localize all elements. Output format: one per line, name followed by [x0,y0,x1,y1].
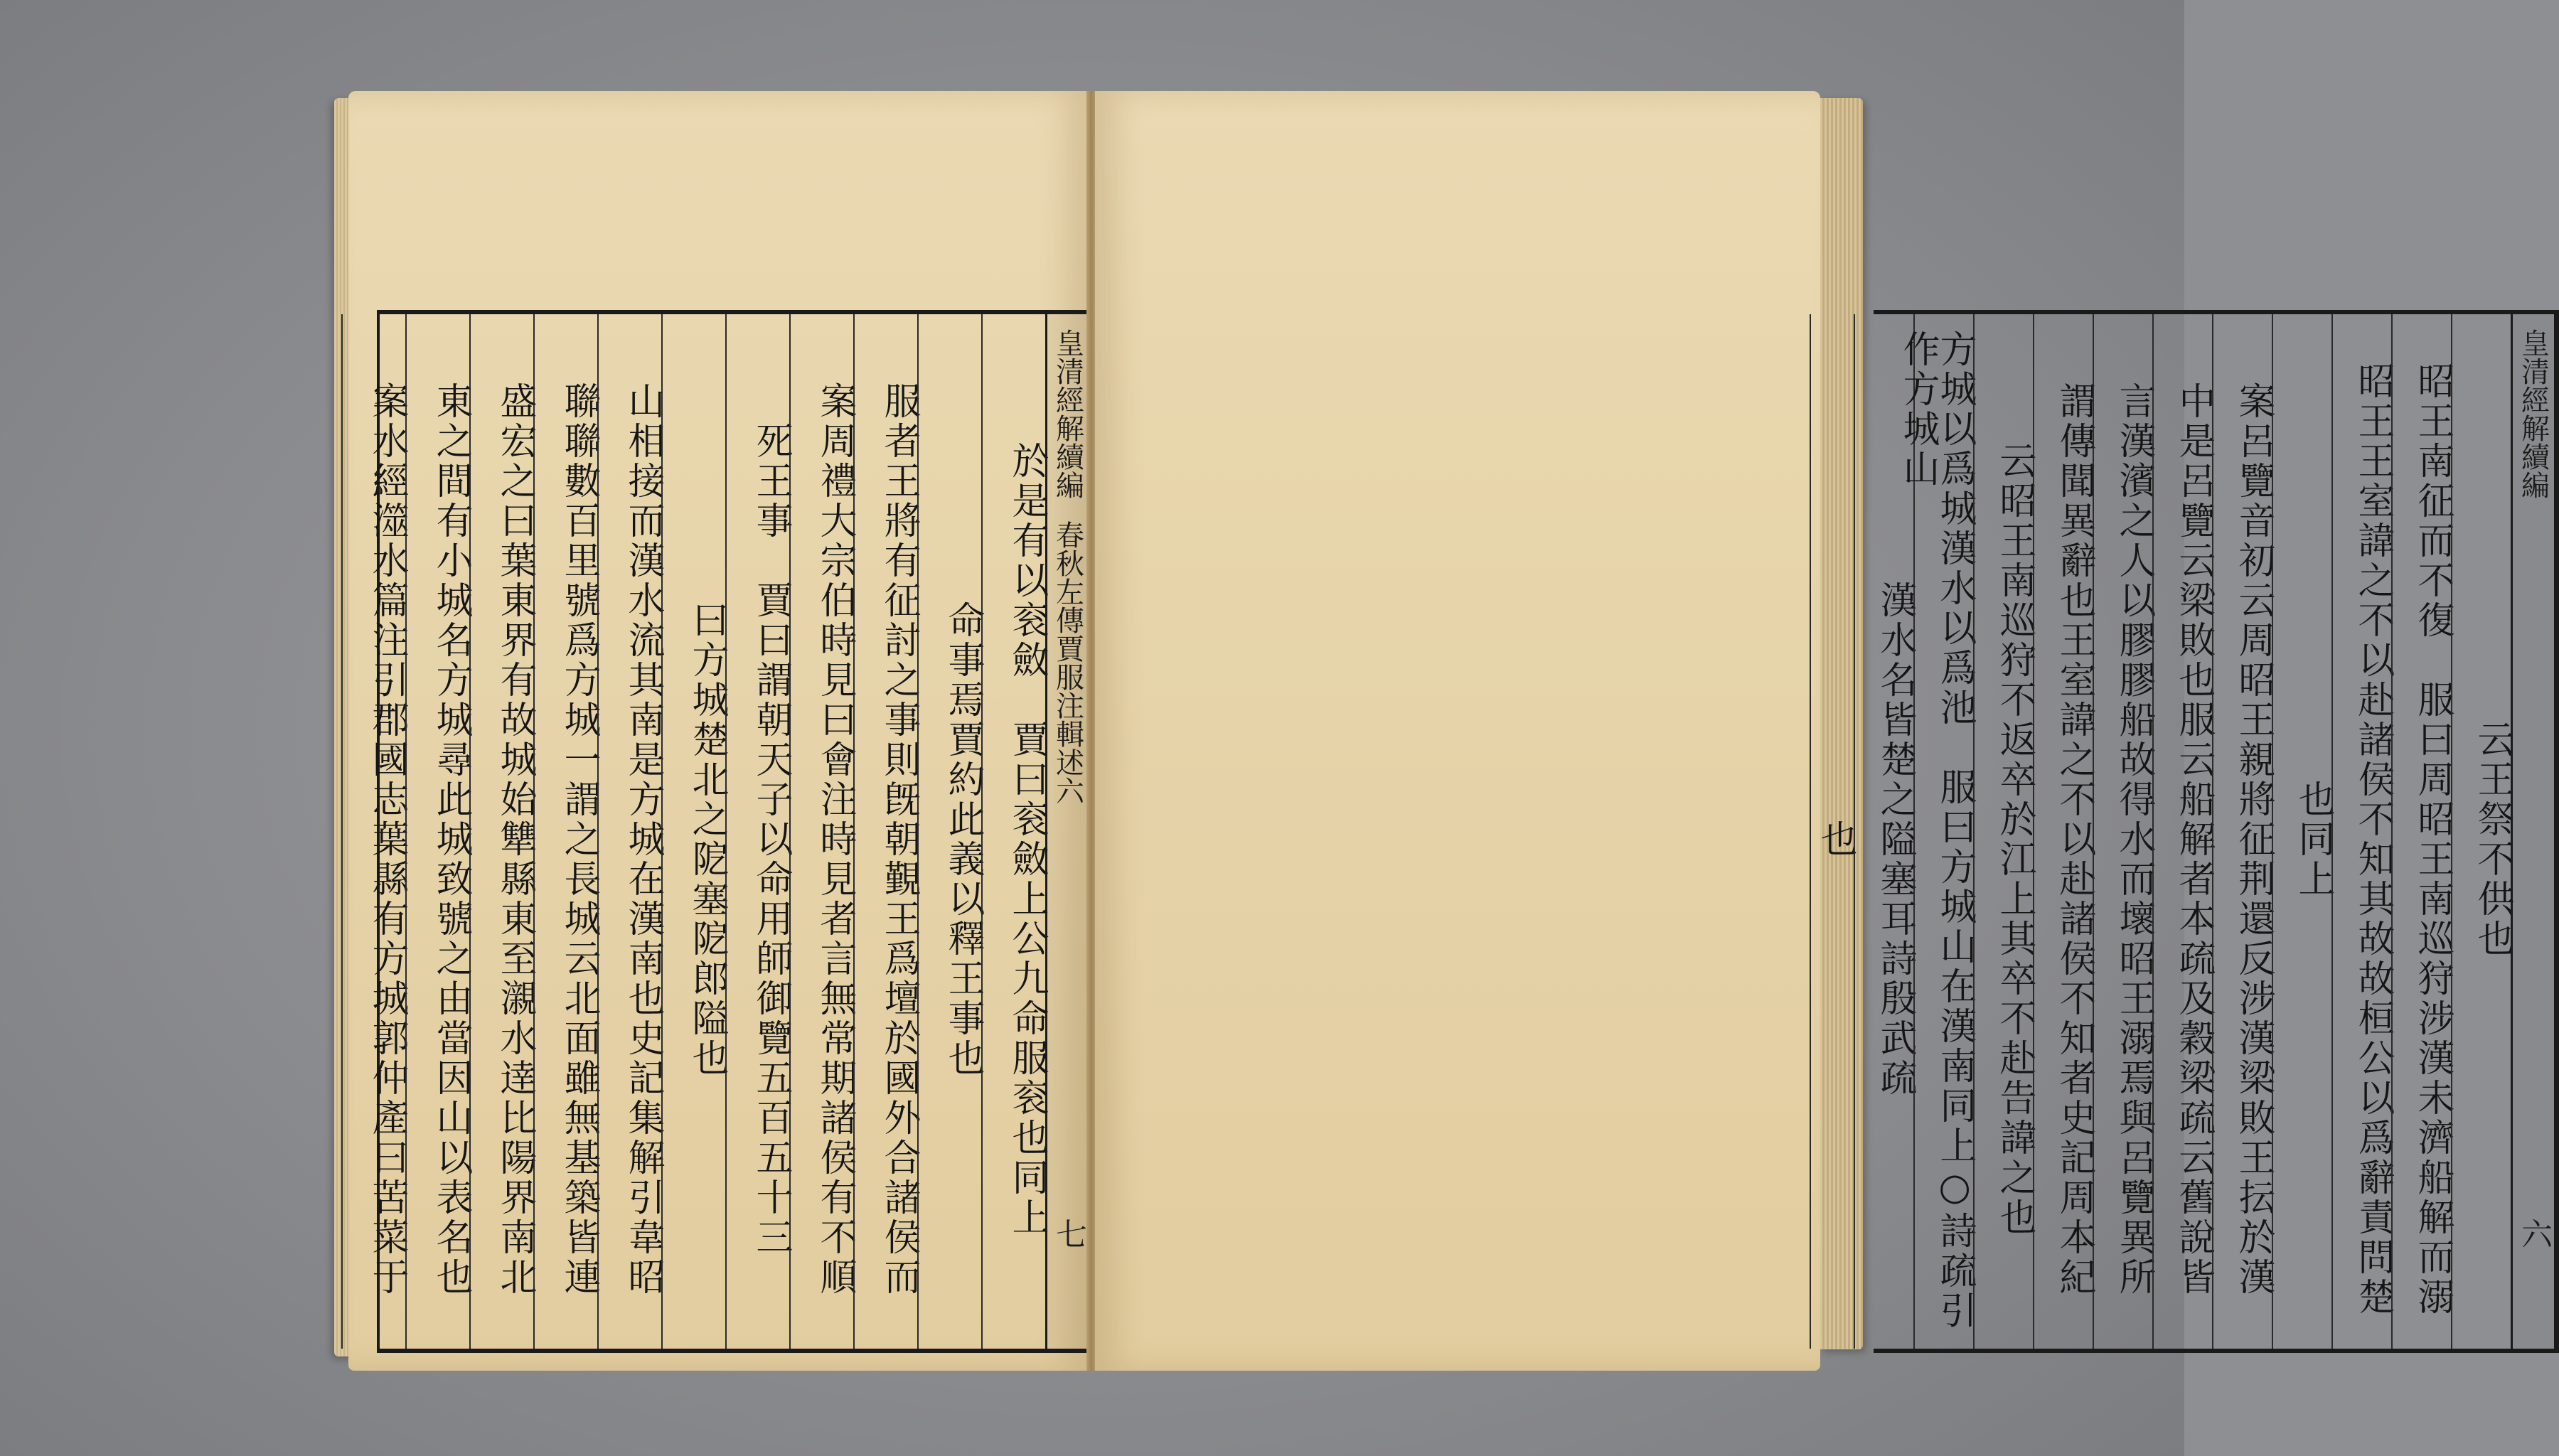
right-column-4: 也同上 [2272,314,2331,1349]
right-column-5: 案呂覽音初云周昭王親將征荆還反涉漢梁敗王抎於漢 [2212,314,2272,1349]
right-column-9: 云昭王南巡狩不返卒於江上其卒不赴告諱之也 [1973,314,2033,1349]
left-column-6: 曰方城楚北之阸塞阸郎隘也 [661,314,725,1349]
right-page [1095,91,2552,1371]
right-column-11: 漢水名皆楚之隘塞耳詩殷武疏 [1854,314,1913,1349]
right-banner [2511,314,2556,1349]
left-banner-subtitle: 春秋左傳賈服注輯述六 [1051,520,1084,805]
right-column-8: 謂傳聞異辭也王室諱之不以赴諸侯不知者史記周本紀 [2033,314,2093,1349]
left-column-10: 命事焉賈約此義以釋王事也 [917,314,981,1349]
left-column-1: 案水經澨水篇注引郡國志葉縣有方城郭仲產曰苦菜于 [341,314,405,1349]
left-page-number: 七 [1050,1218,1086,1249]
left-column-4: 聯聯數百里號爲方城一謂之長城云北面雖無基築皆連 [533,314,597,1349]
right-column-10: 方城以爲城漢水以爲池 服曰方城山在漢南同上○詩疏引作方城山 [1913,314,1973,1349]
right-column-2: 昭王南征而不復 服曰周昭王南巡狩涉漢未濟船解而溺 [2391,314,2451,1349]
left-column-3: 盛宏之曰葉東界有故城始犨縣東至瀙水逹比陽界南北 [469,314,533,1349]
right-column-3: 昭王王室諱之不以赴諸侯不知其故故桓公以爲辭責問楚 [2331,314,2391,1349]
left-column-5: 山相接而漢水流其南是方城在漢南也史記集解引韋昭 [597,314,661,1349]
right-text-frame [1814,310,2559,1353]
right-banner-title: 皇清經解續編 [2516,328,2550,499]
right-column-12: 也 [1810,314,1854,1349]
right-column-6: 中是呂覽云梁敗也服云船解者本疏及穀梁疏云舊說皆 [2152,314,2212,1349]
left-text-frame [365,310,1091,1353]
left-page [348,91,1088,1371]
open-book [334,91,2552,1385]
right-page-number: 六 [2516,1218,2552,1249]
left-column-7: 死王事 賈曰謂朝天子以命用師御覽五百五十三 [725,314,789,1349]
left-column-11: 於是有以衮斂 賈曰衮斂上公九命服衮也同上 [981,314,1045,1349]
left-column-9: 服者王將有征討之事則旣朝覲王爲壇於國外合諸侯而 [853,314,917,1349]
left-column-2: 東之間有小城名方城尋此城致號之由當因山以表名也 [405,314,469,1349]
left-banner [1045,314,1091,1349]
right-column-7: 言漢濱之人以膠膠船故得水而壞昭王溺焉與呂覽異所 [2093,314,2152,1349]
right-column-1: 云王祭不供也 [2451,314,2511,1349]
left-banner-title: 皇清經解續編 [1051,328,1084,499]
left-column-8: 案周禮大宗伯時見曰會注時見者言無常期諸侯有不順 [789,314,853,1349]
